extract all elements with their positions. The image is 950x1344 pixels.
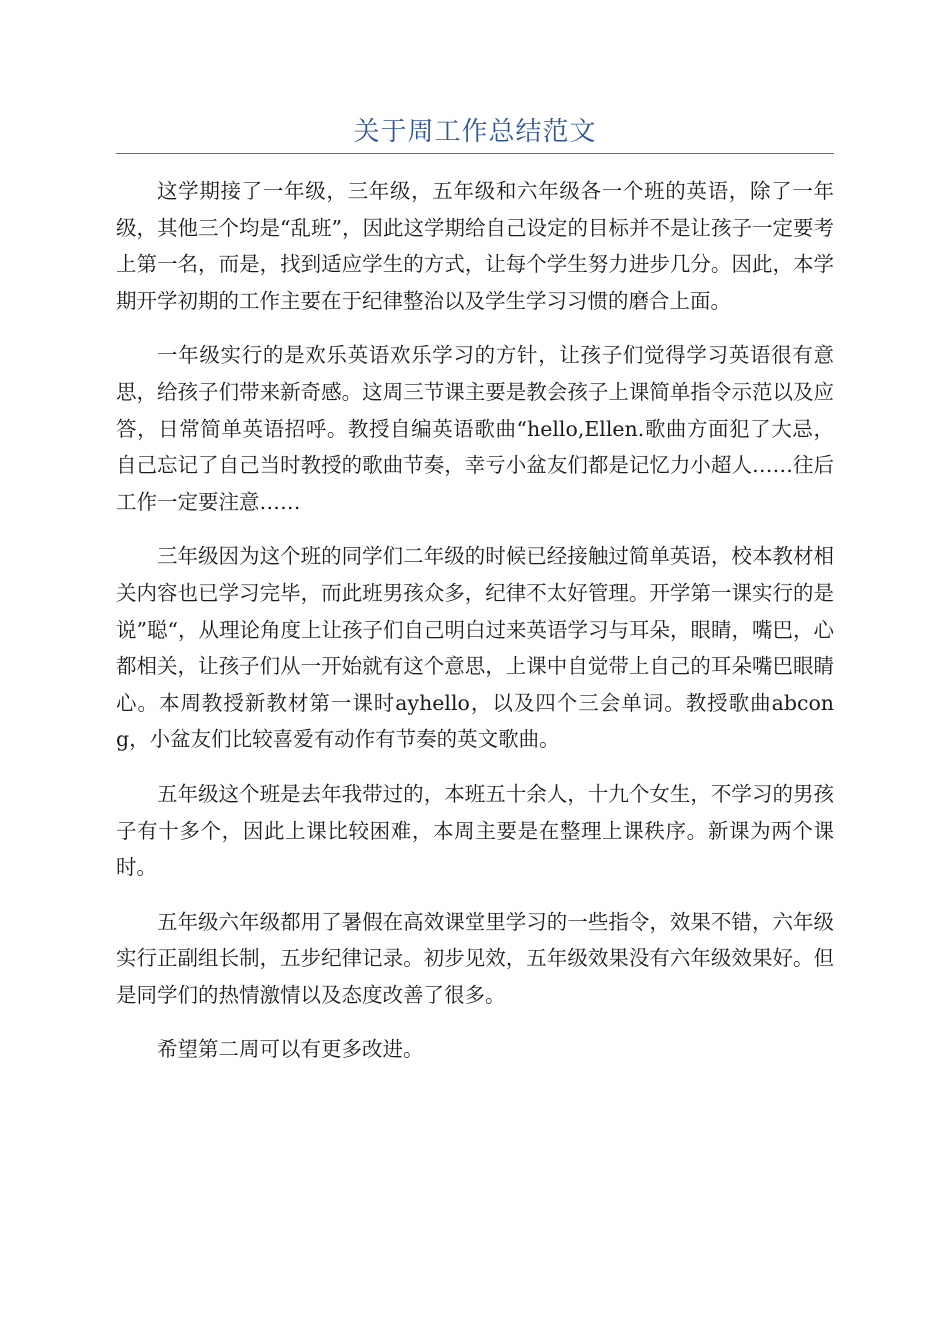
paragraph-3: 三年级因为这个班的同学们二年级的时候已经接触过简单英语，校本教材相关内容也已学习完毕，而此班男孩众多，纪律不太好管理。开学第一课实行的是说”聪“，从理论角度上让孩子们自己明白过来英语学习与耳朵，眼睛，嘴巴，心都相关，让孩子们从一开始就有这个意思，上课中自觉带上自己的耳朵嘴巴眼睛心。本周教授新教材第一课时ayhello，以及四个三会单词。教授歌曲abcong，小盆友们比较喜爱有动作有节奏的英文歌曲。	[116, 544, 834, 752]
document-body	[116, 173, 834, 1086]
paragraph-1: 这学期接了一年级，三年级，五年级和六年级各一个班的英语，除了一年级，其他三个均是“乱班”，因此这学期给自己设定的目标并不是让孩子一定要考上第一名，而是，找到适应学生的方式，让每个学生努力进步几分。因此，本学期开学初期的工作主要在于纪律整治以及学生学习习惯的磨合上面。	[116, 179, 834, 313]
paragraph-4: 五年级这个班是去年我带过的，本班五十余人，十九个女生，不学习的男孩子有十多个，因此上课比较困难，本周主要是在整理上课秩序。新课为两个课时。	[116, 781, 834, 880]
paragraph-6: 希望第二周可以有更多改进。	[157, 1037, 424, 1062]
title-underline	[116, 153, 834, 154]
document-title: 关于周工作总结范文	[353, 117, 597, 147]
paragraph-5: 五年级六年级都用了暑假在高效课堂里学习的一些指令，效果不错，六年级实行正副组长制，五步纪律记录。初步见效，五年级效果没有六年级效果好。但是同学们的热情激情以及态度改善了很多。	[116, 909, 834, 1007]
paragraph-2: 一年级实行的是欢乐英语欢乐学习的方针，让孩子们觉得学习英语很有意思，给孩子们带来新奇感。这周三节课主要是教会孩子上课简单指令示范以及应答，日常简单英语招呼。教授自编英语歌曲“hello,Ellen.歌曲方面犯了大忌，自己忘记了自己当时教授的歌曲节奏，幸亏小盆友们都是记忆力小超人……往后工作一定要注意……	[116, 343, 834, 514]
